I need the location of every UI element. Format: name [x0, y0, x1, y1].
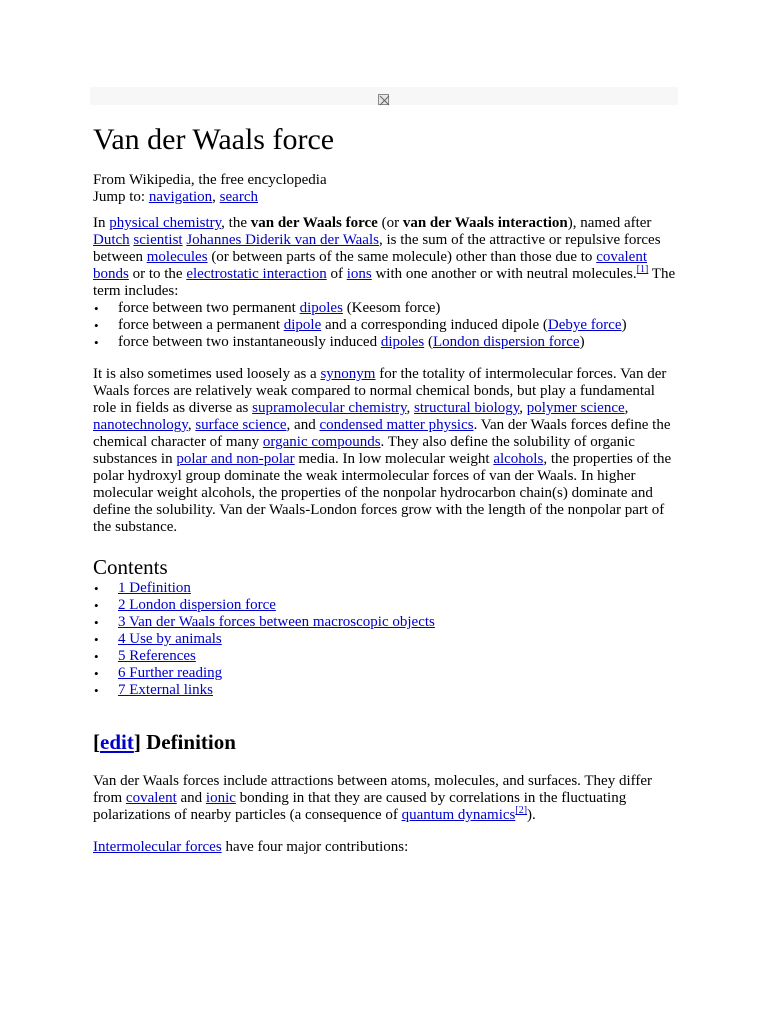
link-polar[interactable]: polar and non-polar — [176, 451, 295, 467]
link-covalent-bonds[interactable]: covalent bonds — [93, 249, 647, 282]
link-physical-chemistry[interactable]: physical chemistry — [109, 215, 222, 231]
list-item: • force between two permanent dipoles (Keesom force) — [93, 300, 678, 317]
jump-navigation-link[interactable]: navigation — [148, 189, 213, 205]
link-molecules[interactable]: molecules — [146, 249, 208, 265]
jump-search-link[interactable]: search — [219, 189, 258, 205]
toc-link-macroscopic[interactable]: 3 Van der Waals forces between macroscopic objects — [118, 614, 435, 630]
from-line: From Wikipedia, the free encyclopedia — [93, 172, 327, 188]
broken-image-icon — [378, 94, 389, 105]
bold-term-2: van der Waals interaction — [402, 215, 568, 231]
link-dipole[interactable]: dipole — [283, 317, 322, 333]
link-alcohols[interactable]: alcohols — [493, 451, 544, 467]
list-item: • force between two instantaneously induced dipoles (London dispersion force) — [93, 334, 678, 351]
link-condensed-matter[interactable]: condensed matter physics — [319, 417, 474, 433]
toc-item — [93, 597, 678, 614]
toc-link-animals[interactable]: 4 Use by animals — [118, 631, 222, 647]
definition-paragraph: Van der Waals forces include attractions between atoms, molecules, and surfaces. They differ from covalent and ionic bonding in that they are caused by correlations in the fluctuating polarizations of nearby particles (a consequence of quantum dynamics[2]). — [93, 773, 653, 823]
toc-link-london[interactable]: 2 London dispersion force — [118, 597, 276, 613]
link-dutch[interactable]: Dutch — [93, 232, 130, 248]
list-item: • force between a permanent dipole and a corresponding induced dipole (Debye force) — [93, 317, 678, 334]
link-scientist[interactable]: scientist — [133, 232, 183, 248]
link-nanotechnology[interactable]: nanotechnology — [93, 417, 188, 433]
toc-link-references[interactable]: 5 References — [118, 648, 196, 664]
link-supramolecular[interactable]: supramolecular chemistry — [252, 400, 407, 416]
jump-to-line: Jump to: navigation, search — [93, 189, 258, 205]
page-title: Van der Waals force — [93, 123, 335, 156]
link-dipoles-2[interactable]: dipoles — [380, 334, 425, 350]
also-paragraph: It is also sometimes used loosely as a synonym for the totality of intermolecular forces. Van der Waals forces are relatively weak compared to normal chemical bonds, but play a fundamental role in fields as diverse as supramolecular chemistry, structural biology, polymer science, nanotechnology, surface science, and condensed matter physics. Van der Waals forces define the chemical character of many organic compounds. They also define the solubility of organic substances in polar and non-polar media. In low molecular weight alcohols, the properties of the polar hydroxyl group dominate the weak intermolecular forces of van der Waals. In higher molecular weight alcohols, the properties of the nonpolar hydrocarbon chain(s) dominate and define the solubility. Van der Waals-London forces grow with the length of the nonpolar part of the substance. — [93, 366, 672, 535]
ref-1-link[interactable]: [1] — [636, 264, 649, 275]
link-synonym[interactable]: synonym — [320, 366, 376, 382]
link-covalent[interactable]: covalent — [125, 790, 177, 806]
toc-item — [93, 614, 678, 631]
link-person[interactable]: Johannes Diderik van der Waals — [186, 232, 379, 248]
link-polymer-science[interactable]: polymer science — [526, 400, 625, 416]
toc-link-external-links[interactable]: 7 External links — [118, 682, 213, 698]
link-intermolecular-forces[interactable]: Intermolecular forces — [93, 839, 222, 855]
toc-item — [93, 580, 678, 597]
link-structural-biology[interactable]: structural biology — [414, 400, 520, 416]
link-ionic[interactable]: ionic — [205, 790, 236, 806]
link-debye-force[interactable]: Debye force — [547, 317, 622, 333]
ref-2-link[interactable]: [2] — [515, 805, 528, 816]
terms-list — [93, 300, 678, 351]
toc-item — [93, 631, 678, 648]
article-content — [93, 118, 678, 856]
bold-term: van der Waals force — [250, 215, 378, 231]
toc-item — [93, 648, 678, 665]
link-organic-compounds[interactable]: organic compounds — [262, 434, 381, 450]
intro-paragraph: In physical chemistry, the van der Waals force (or van der Waals interaction), named after Dutch scientist Johannes Diderik van der Waals, is the sum of the attractive or repulsive forces between molecules (or between parts of the same molecule) other than those due to covalent bonds or to the electrostatic interaction of ions with one another or with neutral molecules.[1] The term includes: — [93, 215, 676, 299]
link-dipoles[interactable]: dipoles — [299, 300, 343, 316]
edit-link[interactable]: edit — [100, 730, 134, 754]
link-ions[interactable]: ions — [346, 266, 372, 282]
definition-heading: [edit] Definition — [93, 730, 236, 754]
toc-link-further-reading[interactable]: 6 Further reading — [118, 665, 223, 681]
link-surface-science[interactable]: surface science — [195, 417, 287, 433]
link-london-dispersion[interactable]: London dispersion force — [432, 334, 580, 350]
link-electrostatic[interactable]: electrostatic interaction — [186, 266, 327, 282]
toc-item — [93, 682, 678, 699]
link-quantum-dynamics[interactable]: quantum dynamics — [401, 807, 516, 823]
toc-link-definition[interactable]: 1 Definition — [118, 580, 191, 596]
toc-item — [93, 665, 678, 682]
table-of-contents — [93, 580, 678, 699]
intermolecular-paragraph: Intermolecular forces have four major contributions: — [93, 839, 409, 855]
contents-heading: Contents — [93, 555, 168, 579]
